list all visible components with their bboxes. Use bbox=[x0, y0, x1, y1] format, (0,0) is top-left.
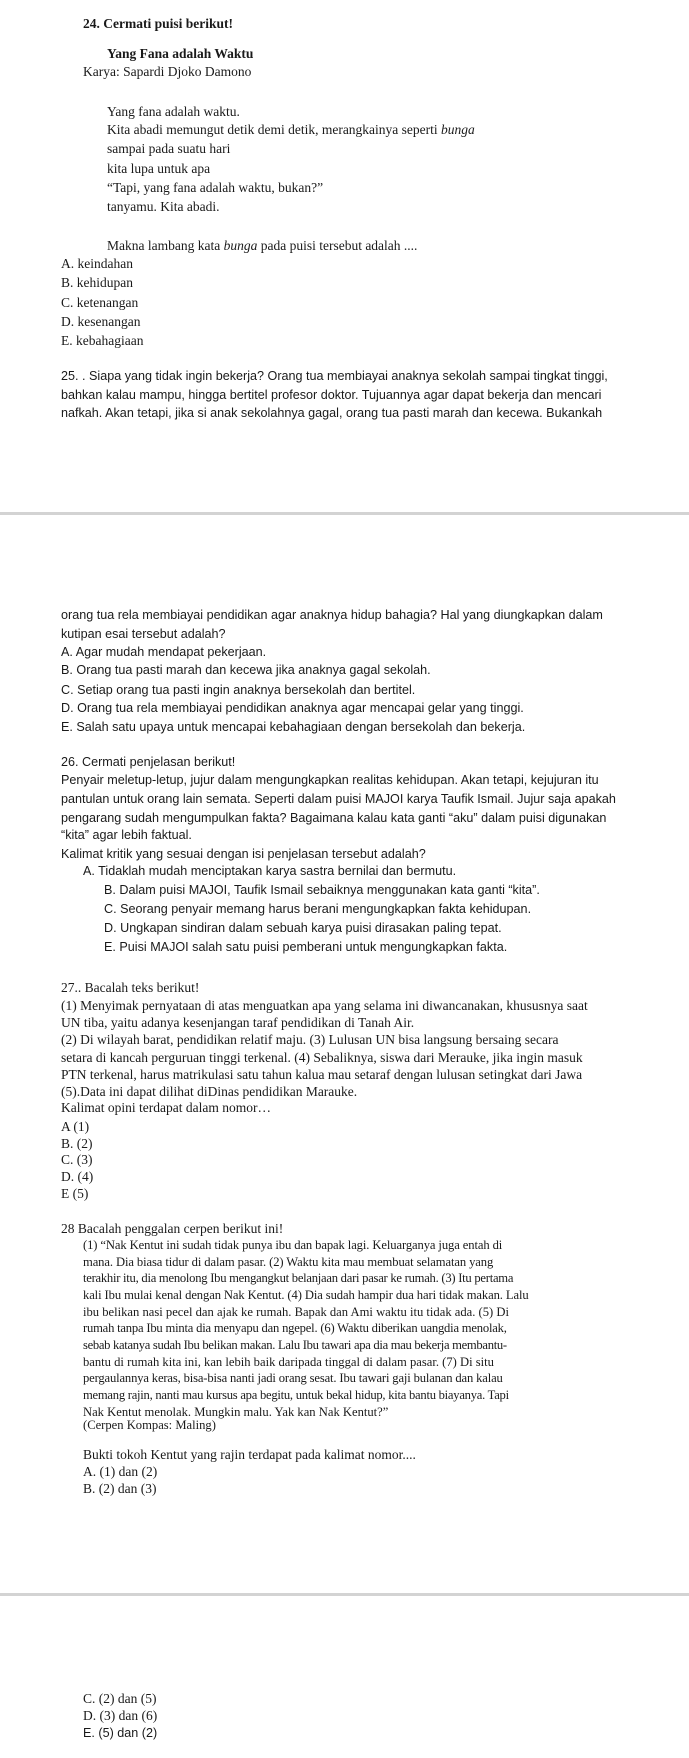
q24-question-a: Makna lambang kata bbox=[107, 238, 224, 253]
poem-line: Yang fana adalah waktu. bbox=[107, 104, 240, 119]
q27-option-c[interactable]: C. (3) bbox=[61, 1152, 93, 1167]
q25-option-c[interactable]: C. Setiap orang tua pasti ingin anaknya bersekolah dan bertitel. bbox=[61, 683, 416, 697]
q27-option-d[interactable]: D. (4) bbox=[61, 1169, 94, 1184]
q24-option-c[interactable]: C. ketenangan bbox=[61, 295, 139, 310]
q25-text-line: orang tua rela membiayai pendidikan agar anaknya hidup bahagia? Hal yang diungkapkan dalam bbox=[61, 608, 603, 622]
q26-text-line: pengarang sudah mengumpulkan fakta? Bagaimana kalau kata ganti “aku” dalam puisi digunakan bbox=[61, 811, 607, 825]
q25-text-line: bahkan kalau mampu, hingga bertitel profesor doktor. Tujuannya agar dapat bekerja dan mencari bbox=[61, 388, 602, 402]
q28-option-d[interactable]: D. (3) dan (6) bbox=[83, 1708, 158, 1723]
q25-option-d[interactable]: D. Orang tua rela membiayai pendidikan anaknya agar mencapai gelar yang tinggi. bbox=[61, 701, 524, 715]
q28-text-line: mana. Dia biasa tidur di dalam pasar. (2) Waktu kita mau membuat selamatan yang bbox=[83, 1255, 494, 1269]
q27-text-line: (5).Data ini dapat dilihat diDinas pendidikan Marauke. bbox=[61, 1084, 358, 1099]
q28-text-line: sebab katanya sudah Ibu belikan makan. Lalu Ibu tawari apa dia mau bekerja membantu- bbox=[83, 1338, 507, 1352]
q28-option-a[interactable]: A. (1) dan (2) bbox=[83, 1464, 158, 1479]
poem-author: Karya: Sapardi Djoko Damono bbox=[83, 64, 252, 79]
q24-option-d[interactable]: D. kesenangan bbox=[61, 314, 141, 329]
q26-heading: 26. Cermati penjelasan berikut! bbox=[61, 755, 236, 769]
q24-option-e[interactable]: E. kebahagiaan bbox=[61, 333, 144, 348]
q27-text-line: UN tiba, yaitu adanya kesenjangan taraf pendidikan di Tanah Air. bbox=[61, 1015, 415, 1030]
poem-line: “Tapi, yang fana adalah waktu, bukan?” bbox=[107, 180, 324, 195]
q28-text-line: bantu di rumah kita ini, kan lebih baik daripada tinggal di dalam pasar. (7) Di situ bbox=[83, 1355, 494, 1369]
q26-option-b[interactable]: B. Dalam puisi MAJOI, Taufik Ismail sebaiknya menggunakan kata ganti “kita”. bbox=[104, 883, 540, 897]
q28-option-b[interactable]: B. (2) dan (3) bbox=[83, 1481, 157, 1496]
q24-question bbox=[107, 238, 417, 254]
q24-question-c: pada puisi tersebut adalah .... bbox=[257, 238, 418, 253]
q24-heading: 24. Cermati puisi berikut! bbox=[83, 16, 233, 31]
q28-option-c[interactable]: C. (2) dan (5) bbox=[83, 1691, 157, 1706]
q27-option-b[interactable]: B. (2) bbox=[61, 1136, 93, 1151]
q25-option-a[interactable]: A. Agar mudah mendapat pekerjaan. bbox=[61, 645, 267, 659]
page-divider bbox=[0, 512, 689, 515]
q26-option-a[interactable]: A. Tidaklah mudah menciptakan karya sastra bernilai dan bermutu. bbox=[83, 864, 457, 878]
q27-text-line: setara di kancah perguruan tinggi terkenal. (4) Sebaliknya, siswa dari Merauke, jika ingin masuk bbox=[61, 1050, 583, 1065]
q26-text-line: Penyair meletup-letup, jujur dalam mengungkapkan realitas kehidupan. Akan tetapi, kejujuran itu bbox=[61, 773, 599, 787]
q25-text-line: 25. . Siapa yang tidak ingin bekerja? Orang tua membiayai anaknya sekolah sampai tingkat tinggi, bbox=[61, 369, 608, 383]
q27-question: Kalimat opini terdapat dalam nomor… bbox=[61, 1100, 271, 1115]
q28-option-e[interactable]: E. (5) dan (2) bbox=[83, 1726, 158, 1740]
poem-line: tanyamu. Kita abadi. bbox=[107, 199, 220, 214]
q26-option-c[interactable]: C. Seorang penyair memang harus berani mengungkapkan fakta kehidupan. bbox=[104, 902, 532, 916]
q28-text-line: (1) “Nak Kentut ini sudah tidak punya ibu dan bapak lagi. Keluarganya juga entah di bbox=[83, 1238, 503, 1252]
q26-option-d[interactable]: D. Ungkapan sindiran dalam sebuah karya puisi dirasakan paling tepat. bbox=[104, 921, 502, 935]
q28-text-line: Nak Kentut menolak. Mungkin malu. Yak kan Nak Kentut?” bbox=[83, 1405, 389, 1419]
q25-text-line: nafkah. Akan tetapi, jika si anak sekolahnya gagal, orang tua pasti marah dan kecewa. Bukankah bbox=[61, 406, 603, 420]
q28-heading: 28 Bacalah penggalan cerpen berikut ini! bbox=[61, 1221, 284, 1236]
poem-line bbox=[107, 122, 475, 138]
q27-text-line: (1) Menyimak pernyataan di atas menguatkan apa yang selama ini diwancanakan, khususnya saat bbox=[61, 998, 588, 1013]
q26-question: Kalimat kritik yang sesuai dengan isi penjelasan tersebut adalah? bbox=[61, 847, 426, 861]
q27-option-a[interactable]: A (1) bbox=[61, 1119, 90, 1134]
q28-source: (Cerpen Kompas: Maling) bbox=[83, 1418, 216, 1432]
poem-line-italic: bunga bbox=[441, 122, 475, 137]
q24-question-italic: bunga bbox=[223, 238, 258, 253]
q26-text-line: “kita” agar lebih faktual. bbox=[61, 828, 192, 842]
q28-text-line: pergaulannya keras, bisa-bisa nanti jadi orang sesat. Ibu tawari gaji bulanan dan kalau bbox=[83, 1371, 503, 1385]
poem-line-text: Kita abadi memungut detik demi detik, merangkainya seperti bbox=[107, 122, 442, 137]
q28-text-line: ibu belikan nasi pecel dan ajak ke rumah. Bapak dan Ami waktu itu tidak ada. (5) Di bbox=[83, 1305, 509, 1319]
q25-text-line: kutipan esai tersebut adalah? bbox=[61, 627, 226, 641]
q28-text-line: kali Ibu mulai kenal dengan Nak Kentut. (4) Dia sudah hampir dua hari tidak makan. Lalu bbox=[83, 1288, 529, 1302]
q26-option-e[interactable]: E. Puisi MAJOI salah satu puisi pemberani untuk mengungkapkan fakta. bbox=[104, 940, 508, 954]
q27-option-e[interactable]: E (5) bbox=[61, 1186, 89, 1201]
q27-text-line: PTN terkenal, harus matrikulasi satu tahun kalua mau setaraf dengan lulusan setingkat dari Jawa bbox=[61, 1067, 583, 1082]
page-divider bbox=[0, 1593, 689, 1596]
q28-text-line: memang rajin, nanti mau kursus apa begitu, untuk bekal hidup, kita bantu biayanya. Tapi bbox=[83, 1388, 509, 1402]
q28-text-line: terakhir itu, dia menolong Ibu mengangkut belanjaan dari pasar ke rumah. (3) Itu pertama bbox=[83, 1271, 514, 1285]
poem-line: sampai pada suatu hari bbox=[107, 141, 231, 156]
q26-text-line: pantulan untuk orang lain semata. Seperti dalam puisi MAJOI karya Taufik Ismail. Jujur saja apakah bbox=[61, 792, 616, 806]
q28-question: Bukti tokoh Kentut yang rajin terdapat pada kalimat nomor.... bbox=[83, 1447, 416, 1462]
q25-option-e[interactable]: E. Salah satu upaya untuk mencapai kebahagiaan dengan bersekolah dan bekerja. bbox=[61, 720, 526, 734]
q25-option-b[interactable]: B. Orang tua pasti marah dan kecewa jika anaknya gagal sekolah. bbox=[61, 663, 431, 677]
q24-option-b[interactable]: B. kehidupan bbox=[61, 275, 133, 290]
q28-text-line: rumah tanpa Ibu minta dia menyapu dan ngepel. (6) Waktu diberikan uangdia menolak, bbox=[83, 1321, 507, 1335]
q27-heading: 27.. Bacalah teks berikut! bbox=[61, 980, 200, 995]
q24-option-a[interactable]: A. keindahan bbox=[61, 256, 133, 271]
poem-line: kita lupa untuk apa bbox=[107, 161, 211, 176]
poem-title: Yang Fana adalah Waktu bbox=[107, 46, 254, 61]
q27-text-line: (2) Di wilayah barat, pendidikan relatif maju. (3) Lulusan UN bisa langsung bersaing secara bbox=[61, 1032, 559, 1047]
